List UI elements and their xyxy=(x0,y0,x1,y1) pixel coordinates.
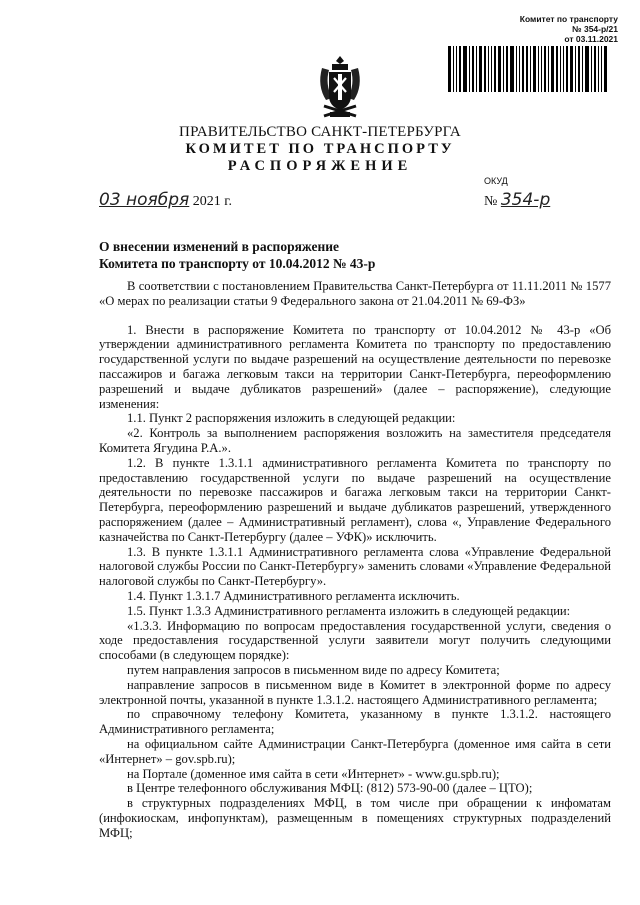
barcode-bar xyxy=(544,46,546,92)
barcode-bar xyxy=(541,46,542,92)
subject-line-2: Комитета по транспорту от 10.04.2012 № 43-р xyxy=(99,256,376,271)
barcode-bar xyxy=(472,46,474,92)
document-number xyxy=(484,190,550,210)
government-title: ПРАВИТЕЛЬСТВО САНКТ-ПЕТЕРБУРГА xyxy=(179,124,461,140)
paragraph: 1.1. Пункт 2 распоряжения изложить в следующей редакции: xyxy=(127,411,456,426)
paragraph: «1.3.3. Информацию по вопросам предоставления государственной услуги, сведения о ходе предоставления государственной услуги заявители могут получить следующими способами (в следующем порядке): xyxy=(99,618,611,663)
paragraph: путем направления запросов в письменном виде по адресу Комитета; xyxy=(127,662,500,677)
barcode-bar xyxy=(494,46,496,92)
stamp-line-1: Комитет по транспорту xyxy=(519,14,618,24)
number-prefix: № xyxy=(484,194,498,209)
paragraph: в Центре телефонного обслуживания МФЦ: (812) 573-90-00 (далее – ЦТО); xyxy=(127,781,533,796)
barcode-bar xyxy=(476,46,477,92)
barcode-bar xyxy=(459,46,461,92)
document-body xyxy=(99,279,611,840)
barcode-bar xyxy=(526,46,528,92)
paragraph: в структурных подразделениях МФЦ, в том числе при обращении к инфоматам (инфокиоскам, инфопунктам), размещенным в помещениях структурных подразделений МФЦ; xyxy=(99,796,611,840)
registration-stamp xyxy=(448,14,618,44)
document-type: РАСПОРЯЖЕНИЕ xyxy=(227,158,413,174)
paragraph: 1.3. В пункте 1.3.1.1 Административного регламента слова «Управление Федеральной налоговой службы России по Санкт-Петербургу» заменить словами «Управление Федеральной налоговой службы по Санкт-Петербургу». xyxy=(99,544,611,589)
okud-label: ОКУД xyxy=(484,176,508,186)
barcode xyxy=(448,46,616,92)
barcode-bar xyxy=(491,46,492,92)
barcode-bar xyxy=(469,46,470,92)
paragraph: направление запросов в письменном виде в Комитет в электронной форме по адресу электронной почты, указанной в пункте 1.3.1.2. настоящего Административного регламента; xyxy=(99,677,611,707)
barcode-bar xyxy=(575,46,576,92)
handwritten-date: 03 ноября xyxy=(99,190,190,210)
barcode-bar xyxy=(585,46,589,92)
paragraph: «2. Контроль за выполнением распоряжения возложить на заместителя председателя Комитета Ягудина Р.А.». xyxy=(99,426,611,455)
paragraph: 1.4. Пункт 1.3.1.7 Административного регламента исключить. xyxy=(127,588,460,603)
barcode-bar xyxy=(538,46,539,92)
barcode-bar xyxy=(519,46,520,92)
barcode-bar xyxy=(448,46,451,92)
barcode-bar xyxy=(556,46,558,92)
paragraph: на Портале (доменное имя сайта в сети «Интернет» - www.gu.spb.ru); xyxy=(127,766,500,781)
barcode-bar xyxy=(551,46,554,92)
barcode-bar xyxy=(566,46,568,92)
barcode-bar xyxy=(510,46,514,92)
barcode-bar xyxy=(570,46,573,92)
handwritten-number: 354-р xyxy=(500,190,551,210)
barcode-bar xyxy=(506,46,508,92)
barcode-bar xyxy=(488,46,489,92)
date-year: 2021 г. xyxy=(192,194,232,209)
barcode-bar xyxy=(516,46,517,92)
barcode-bar xyxy=(594,46,596,92)
coat-of-arms-icon xyxy=(316,54,364,122)
barcode-bar xyxy=(522,46,524,92)
barcode-bar xyxy=(601,46,602,92)
barcode-bar xyxy=(598,46,599,92)
stamp-line-3: от 03.11.2021 xyxy=(564,34,618,44)
barcode-bar xyxy=(530,46,531,92)
document-date xyxy=(99,190,232,210)
barcode-bar xyxy=(453,46,454,92)
barcode-bar xyxy=(563,46,564,92)
paragraph: 1.2. В пункте 1.3.1.1 административного регламента Комитета по транспорту по предоставлению государственной услуги по выдаче разрешений на осуществление деятельности по перевозке пассажиров и багажа легковым такси на территории Санкт-Петербурга, переоформлению разрешений и выдаче дубликатов разрешений, утвержденного распоряжением (далее – Административный регламент), слова «, Управление Федерального казначейства по Санкт-Петербургу (далее – УФК)» исключить. xyxy=(99,455,611,544)
paragraph: 1. Внести в распоряжение Комитета по транспорту от 10.04.2012 № 43-р «Об утверждении административного регламента Комитета по транспорту по предоставлению государственной услуги по выдаче разрешений на осуществление деятельности по перевозке пассажиров и багажа легковым такси на территории Санкт-Петербурга, переоформлению разрешений и выдаче дубликатов разрешений» (далее – распоряжение), следующие изменения: xyxy=(99,322,611,411)
barcode-bar xyxy=(498,46,501,92)
paragraph: по справочному телефону Комитета, указанному в пункте 1.3.1.2. настоящего Административного регламента; xyxy=(99,707,611,737)
barcode-bar xyxy=(591,46,592,92)
committee-title: КОМИТЕТ ПО ТРАНСПОРТУ xyxy=(185,141,455,157)
barcode-bar xyxy=(533,46,536,92)
barcode-bar xyxy=(604,46,607,92)
barcode-bar xyxy=(479,46,482,92)
barcode-bar xyxy=(582,46,583,92)
subject-line-1: О внесении изменений в распоряжение xyxy=(99,239,340,254)
document-subject xyxy=(99,238,459,272)
stamp-line-2: № 354-р/21 xyxy=(572,24,618,34)
barcode-bar xyxy=(548,46,549,92)
barcode-bar xyxy=(578,46,580,92)
paragraph: В соответствии с постановлением Правительства Санкт-Петербурга от 11.11.2011 № 1577 «О мерах по реализации статьи 9 Федерального закона от 21.04.2011 № 69-ФЗ» xyxy=(99,279,611,308)
paragraph: 1.5. Пункт 1.3.3 Административного регламента изложить в следующей редакции: xyxy=(127,603,571,618)
barcode-bar xyxy=(484,46,486,92)
barcode-bar xyxy=(456,46,457,92)
barcode-bar xyxy=(560,46,561,92)
barcode-bar xyxy=(463,46,467,92)
barcode-bar xyxy=(503,46,504,92)
paragraph: на официальном сайте Администрации Санкт-Петербурга (доменное имя сайта в сети «Интернет» – gov.spb.ru); xyxy=(99,736,611,766)
